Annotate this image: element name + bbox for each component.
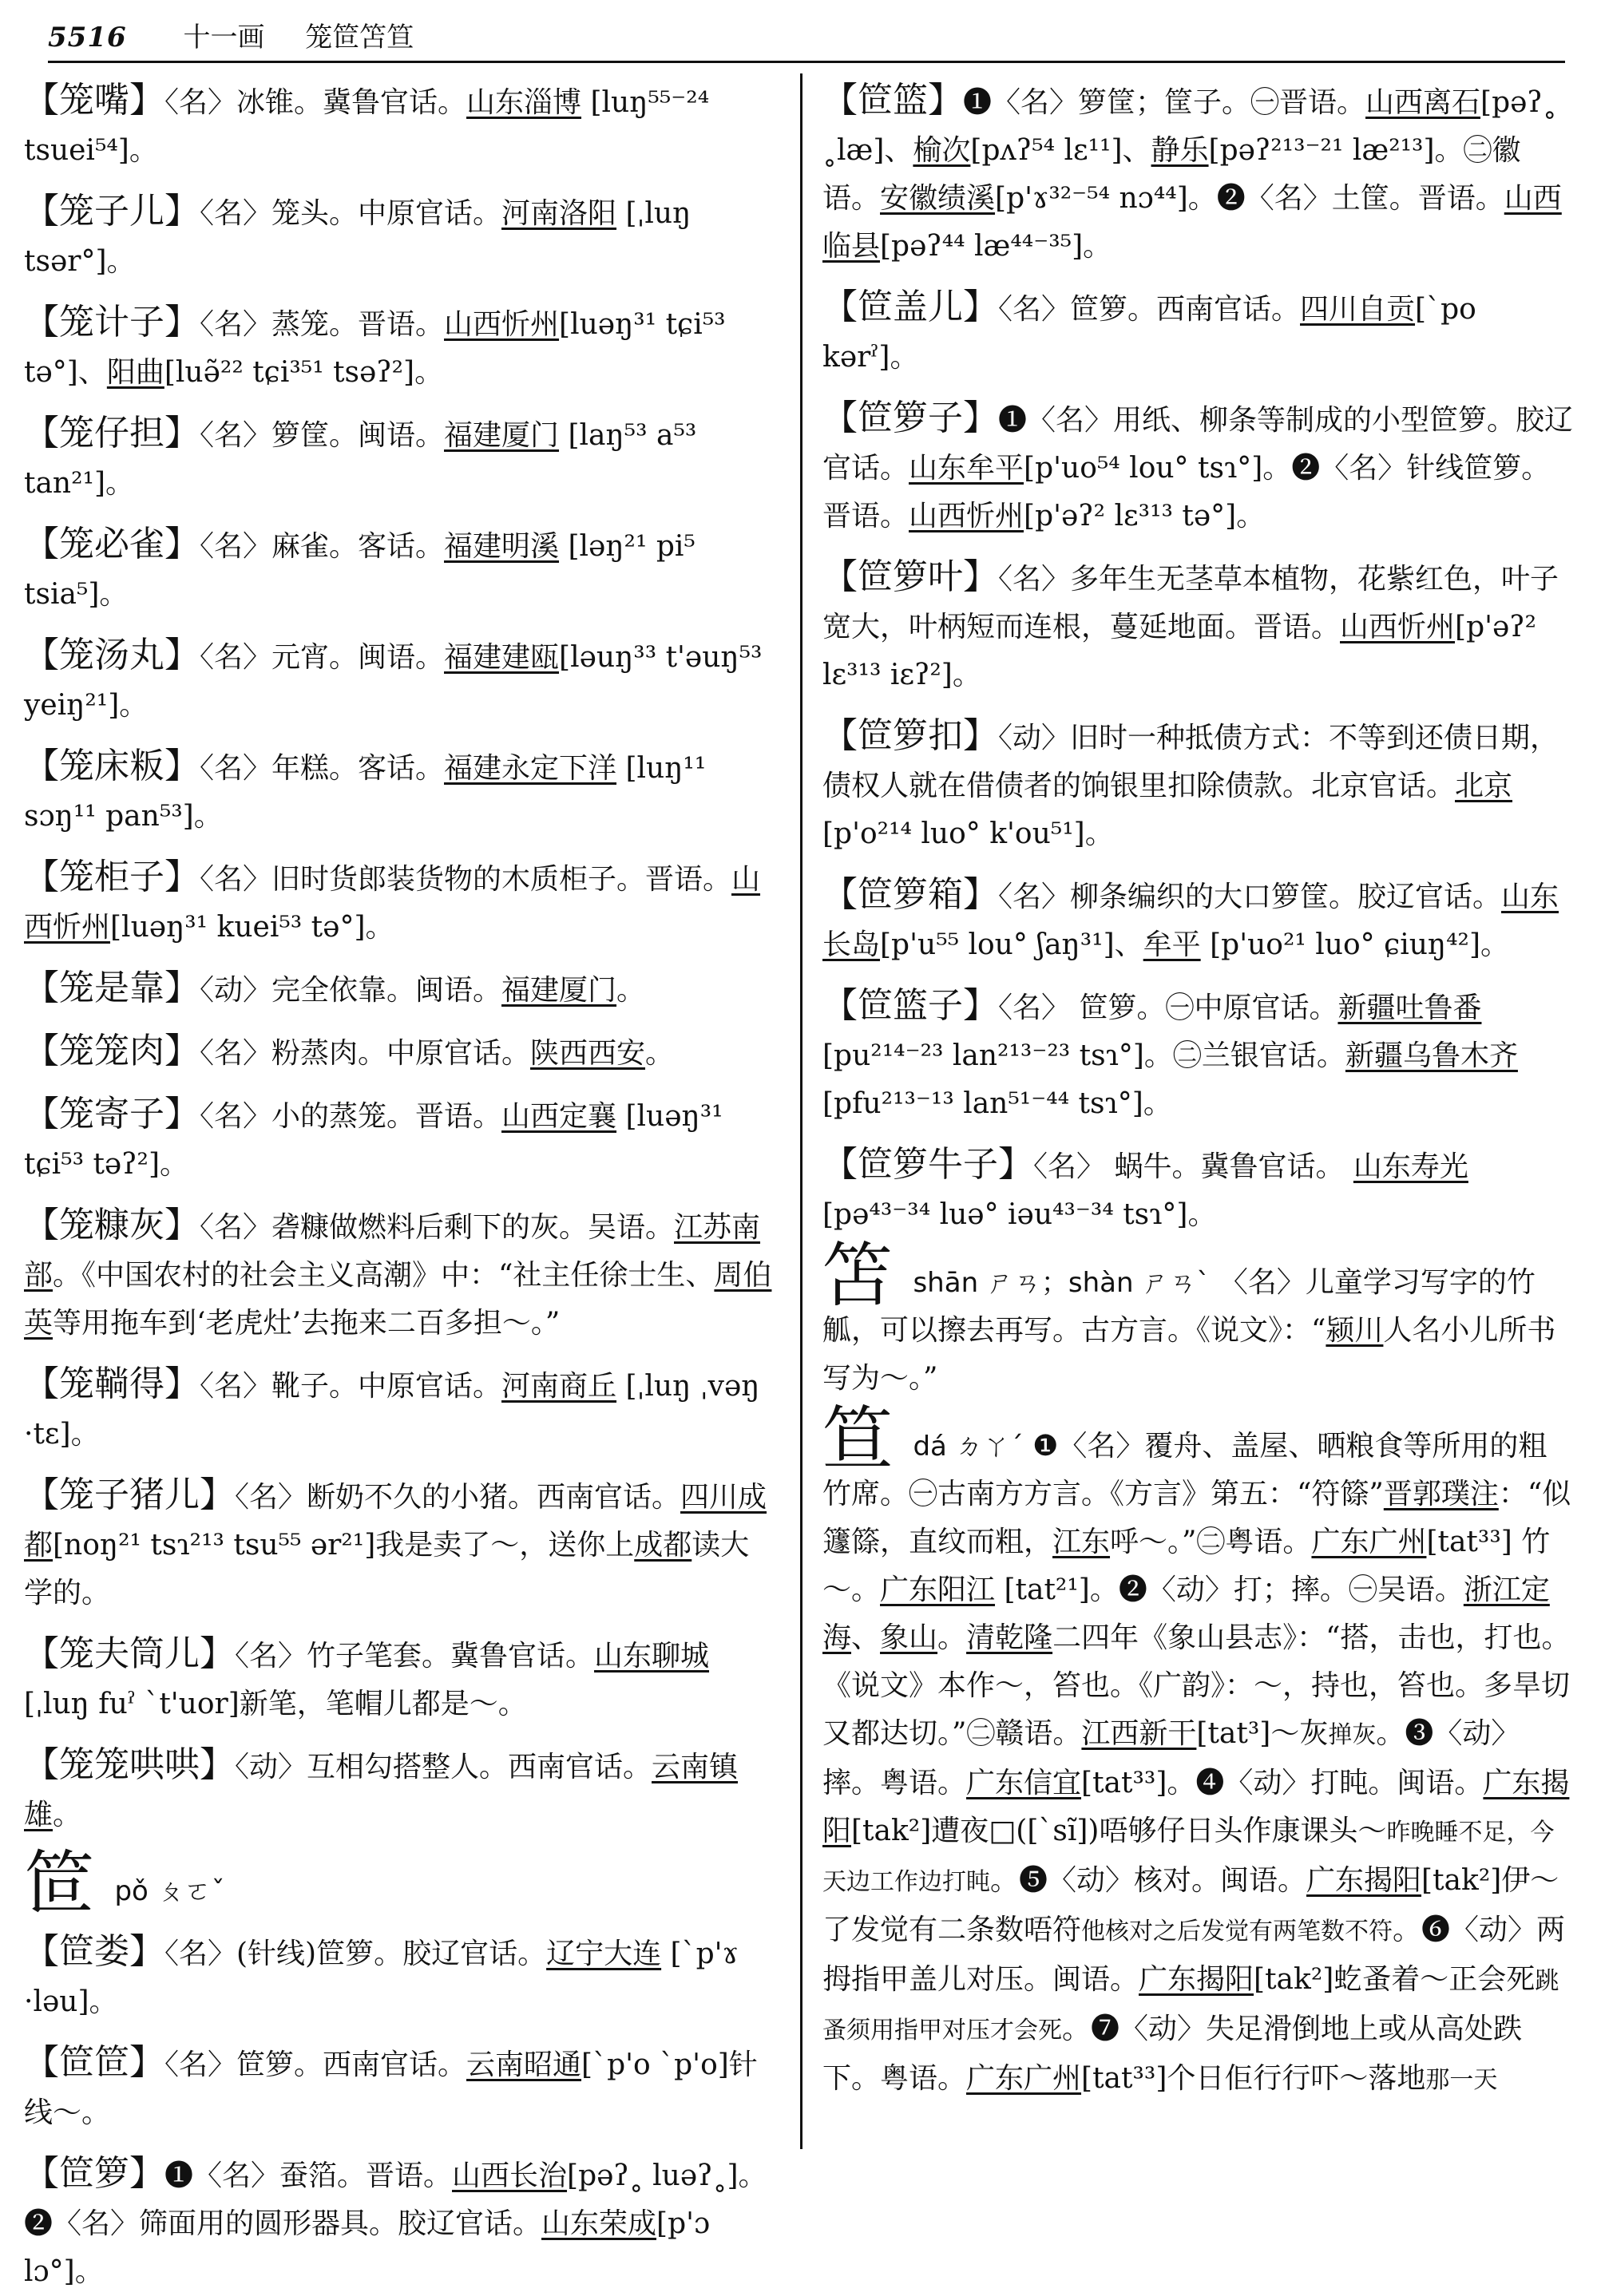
dictionary-entry — [822, 77, 1575, 271]
definition-text: 〈名〉竹子笔套。冀鲁官话。 — [235, 1640, 595, 1673]
definition-text: 人名小儿所书写为～。” — [822, 1314, 1556, 1395]
gloss-note: 掸灰 — [1328, 1721, 1377, 1749]
place-name: 清乾隆 — [966, 1621, 1053, 1654]
entry-headword: 【笸笸】 — [24, 2042, 164, 2083]
dictionary-entry — [24, 853, 775, 952]
head-character-block — [822, 1234, 1575, 1403]
definition-text: ❶〈名〉箩筐；筐子。㊀晋语。 — [963, 86, 1366, 119]
place-name: 福建明溪 — [444, 530, 560, 563]
definition-text: 〈名〉断奶不久的小猪。西南官话。 — [235, 1481, 681, 1514]
dictionary-entry — [822, 712, 1575, 858]
definition-text: ❶〈名〉用纸、柳条等制成的小型笸箩。胶辽官话。 — [822, 404, 1574, 485]
place-name: 山西定襄 — [501, 1100, 617, 1133]
definition-text: [noŋ²¹ tsɿ²¹³ tsu⁵⁵ ər²¹]我是卖了～，送你上 — [53, 1529, 635, 1562]
definition-text: [pəʔ˳ ˳læ]、 — [822, 86, 1557, 167]
definition-text: 〈名〉年糕。客话。 — [200, 752, 445, 785]
place-name: 颍川 — [1326, 1314, 1384, 1347]
definition-text: [pʌʔ⁵⁴ lɛ¹¹]、 — [970, 134, 1151, 167]
definition-text: [luəŋ³¹ tɕi⁵³ tə°]、 — [24, 308, 726, 389]
gloss-note: 那一天 — [1425, 2066, 1498, 2094]
definition-text: [p'əʔ² lɛ³¹³ tə°]。 — [1024, 500, 1266, 532]
definition-text: [pəʔ˳ luəʔ˳]。❷〈名〉筛面用的圆形器具。胶辽官话。 — [24, 2159, 767, 2240]
entry-headword: 【笸箩扣】 — [822, 715, 998, 756]
place-name: 云南昭通 — [466, 2049, 582, 2081]
entry-headword: 【笼柜子】 — [24, 857, 200, 897]
definition-text: 〈名〉多年生无茎草本植物，花紫红色，叶子宽大，叶柄短而连根，蔓延地面。晋语。 — [822, 563, 1559, 643]
definition-text: [pfu²¹³⁻¹³ lan⁵¹⁻⁴⁴ tsɿ°]。 — [822, 1087, 1172, 1120]
place-name: 河南洛阳 — [501, 197, 617, 230]
place-name: 山西忻州 — [444, 308, 560, 341]
definition-text: 。❼〈动〉失足滑倒地上或从高处跌下。粤语。 — [822, 2013, 1523, 2095]
definition-text: 〈名〉靴子。中原官话。 — [200, 1370, 502, 1403]
page-header — [48, 14, 1565, 61]
definition-text: 等用拖车到‘老虎灶’去拖来二百多担～。” — [53, 1307, 561, 1340]
place-name: 辽宁大连 — [546, 1938, 662, 1970]
place-name: 阳曲 — [106, 356, 164, 389]
definition-text: 〈名〉麻雀。客话。 — [200, 530, 445, 563]
place-name: 广东揭阳 — [822, 1767, 1570, 1847]
place-name: 安徽绩溪 — [880, 182, 996, 215]
header-characters: 笼笸笘笪 — [305, 22, 414, 53]
dictionary-entry — [24, 1928, 775, 2026]
definition-text: [ləŋ²¹ pi⁵ tsia⁵]。 — [24, 530, 695, 611]
definition-text: 。 — [616, 974, 646, 1007]
dictionary-entry — [24, 1360, 775, 1459]
entry-headword: 【笸箩牛子】 — [822, 1144, 1033, 1185]
place-name: 山东牟平 — [909, 452, 1024, 485]
definition-text: 〈名〉小的蒸笼。晋语。 — [200, 1100, 502, 1133]
definition-text: [ləuŋ³³ t'əuŋ⁵³ yeiŋ²¹]。 — [24, 641, 763, 722]
entry-headword: 【笸箩】 — [24, 2153, 164, 2194]
definition-text: [luə̃²² tɕi³⁵¹ tsəʔ²]。 — [164, 356, 444, 389]
definition-text: [p'ɔ lɔ°]。 — [24, 2207, 711, 2288]
dictionary-entry — [822, 394, 1575, 540]
definition-text: [pu²¹⁴⁻²³ lan²¹³⁻²³ tsɿ°]。㊁兰银官话。 — [822, 1039, 1345, 1072]
definition-text: ❶〈名〉覆舟、盖屋、晒粮食等所用的粗竹席。㊀古南方方言。《方言》第五：“符篨” — [822, 1430, 1547, 1510]
place-name: 浙江定海 — [822, 1574, 1550, 1654]
place-name: 四川自贡 — [1300, 293, 1416, 326]
place-name: 山东淄博 — [466, 86, 582, 119]
place-name: 江苏南部 — [24, 1211, 761, 1292]
place-name: 成都 — [634, 1529, 692, 1562]
definition-text: 。《中国农村的社会主义高潮》中：“社主任徐士生、 — [53, 1259, 715, 1292]
dictionary-entry — [24, 742, 775, 841]
definition-text: [p'u⁵⁵ lou° ʃaŋ³¹]、 — [880, 928, 1143, 961]
definition-text: [ˌluŋ ˌvəŋ ·tɛ]。 — [24, 1370, 760, 1451]
entry-headword: 【笼必雀】 — [24, 524, 200, 564]
definition-text: [tak²]伊～了发觉有二条数唔符 — [822, 1864, 1559, 1946]
place-name: 山西忻州 — [909, 500, 1024, 532]
dictionary-entry — [24, 1027, 775, 1078]
definition-text: 〈名〉柳条编织的大口箩筐。胶辽官话。 — [998, 881, 1502, 913]
place-name: 广东信宜 — [966, 1767, 1082, 1799]
place-name: 新疆乌鲁木齐 — [1345, 1039, 1518, 1072]
definition-text: 二四年《象山县志》：“搭，击也，打也。《说文》本作～，笞也。《广韵》：～，持也，笞也。多旱切又都达切。”㊁赣语。 — [822, 1621, 1571, 1750]
dictionary-entry — [24, 631, 775, 730]
place-name: 山东聊城 — [594, 1640, 710, 1673]
definition-text: 〈名〉蒸笼。晋语。 — [200, 308, 445, 341]
place-name: 江西新干 — [1081, 1717, 1197, 1750]
entry-headword: 【笼仔担】 — [24, 413, 200, 453]
gloss-note: 昨晚睡不足，今天边工作边打盹 — [822, 1819, 1555, 1896]
definition-text: [luəŋ³¹ tɕi⁵³ təʔ²]。 — [24, 1100, 723, 1181]
head-character: 笸 — [24, 1843, 95, 1925]
place-name: 山西长治 — [452, 2159, 568, 2192]
definition-text: 〈名〉粉蒸肉。中原官话。 — [200, 1037, 531, 1070]
head-character-block — [822, 1398, 1575, 2104]
entry-headword: 【笼糠灰】 — [24, 1205, 200, 1245]
place-name: 山东寿光 — [1353, 1150, 1468, 1183]
definition-text: [laŋ⁵³ a⁵³ tan²¹]。 — [24, 419, 697, 500]
definition-text: [luŋ¹¹ sɔŋ¹¹ pan⁵³]。 — [24, 752, 707, 833]
definition-text: [ˋp'ɤ ·ləu]。 — [24, 1938, 739, 2018]
place-name: 江东 — [1052, 1526, 1111, 1558]
definition-text: 〈名〉笸箩。西南官话。 — [164, 2049, 467, 2081]
left-column — [24, 77, 775, 2288]
place-name: 云南镇雄 — [24, 1751, 739, 1831]
definition-text: 〈名〉砻糠做燃料后剩下的灰。吴语。 — [200, 1211, 675, 1244]
place-name: 四川成都 — [24, 1481, 767, 1562]
head-character: 笪 — [822, 1398, 894, 1480]
dictionary-entry — [24, 2150, 775, 2296]
definition-text: 。 — [53, 1799, 82, 1831]
entry-headword: 【笼鞝得】 — [24, 1364, 200, 1404]
definition-text: 〈名〉笸箩。西南官话。 — [998, 293, 1301, 326]
dictionary-entry — [24, 77, 775, 175]
entry-headword: 【笸盖儿】 — [822, 287, 998, 327]
dictionary-entry — [822, 1141, 1575, 1239]
place-name: 山西临县 — [822, 182, 1562, 263]
place-name: 福建永定下洋 — [444, 752, 617, 785]
entry-headword: 【笸箩叶】 — [822, 556, 998, 597]
entry-headword: 【笸箩箱】 — [822, 874, 998, 915]
definition-text: [p'o²¹⁴ luo° k'ou⁵¹]。 — [822, 817, 1114, 850]
place-name: 山西离石 — [1365, 86, 1481, 119]
definition-text: 〈名〉儿童学习写字的竹觚，可以擦去再写。古方言。《说文》：“ — [822, 1266, 1536, 1347]
definition-text: [p'uo²¹ luo° ɕiuŋ⁴²]。 — [1200, 928, 1510, 961]
definition-text: 〈名〉 笸箩。㊀中原官话。 — [998, 992, 1338, 1024]
definition-text: 〈名〉元宵。闽语。 — [200, 641, 445, 674]
definition-text: [tat³³]。❹〈动〉打盹。闽语。 — [1081, 1767, 1484, 1799]
definition-text: [tat²¹]。❷〈动〉打；摔。㊀吴语。 — [995, 1574, 1464, 1606]
definition-text: 读大学的。 — [24, 1529, 750, 1609]
place-name: 牟平 — [1143, 928, 1201, 961]
definition-text: [ˋpo kərˀ]。 — [822, 293, 1476, 374]
dictionary-entry — [24, 1201, 775, 1348]
dictionary-entry — [24, 410, 775, 508]
head-pinyin: dá ㄉㄚˊ — [913, 1431, 1024, 1463]
place-name: 陕西西安 — [530, 1037, 646, 1070]
definition-text: [pə⁴³⁻³⁴ luə° iəu⁴³⁻³⁴ tsɿ°]。 — [822, 1198, 1217, 1231]
dictionary-entry — [822, 982, 1575, 1128]
head-definition — [822, 1430, 1571, 2095]
head-character: 笘 — [822, 1234, 894, 1316]
place-name: 福建建瓯 — [444, 641, 560, 674]
definition-text: 。 — [937, 1621, 967, 1654]
place-name: 静乐 — [1151, 134, 1209, 167]
place-name: 山东荣成 — [541, 2207, 657, 2240]
dictionary-entry — [24, 188, 775, 286]
definition-text: ：“似籧篨，直纹而粗， — [822, 1478, 1571, 1558]
column-divider — [800, 73, 802, 2149]
dictionary-entry — [822, 283, 1575, 382]
definition-text: 〈名〉笼头。中原官话。 — [200, 197, 502, 230]
page-number: 5516 — [48, 22, 127, 53]
entry-headword: 【笸娄】 — [24, 1931, 164, 1972]
definition-text: [p'uo⁵⁴ lou° tsɿ°]。❷〈名〉针线笸箩。晋语。 — [822, 452, 1551, 532]
definition-text: [pəʔ⁴⁴ læ⁴⁴⁻³⁵]。 — [880, 230, 1112, 263]
gloss-note: 他核对之后发觉有两笔数不符 — [1081, 1918, 1393, 1946]
place-name: 北京 — [1455, 770, 1513, 802]
definition-text: [luŋ⁵⁵⁻²⁴ tsuei⁵⁴]。 — [24, 86, 710, 167]
entry-headword: 【笼床粄】 — [24, 746, 200, 786]
place-name: 福建厦门 — [444, 419, 560, 452]
entry-headword: 【笼笼哄哄】 — [24, 1744, 235, 1785]
definition-text: 。❸〈动〉摔。粤语。 — [822, 1717, 1520, 1799]
definition-text: [tat³³]个日佢行行吓～落地 — [1081, 2062, 1426, 2095]
dictionary-entry — [24, 521, 775, 619]
definition-text: 〈名〉冰锥。冀鲁官话。 — [164, 86, 467, 119]
definition-text: [p'əʔ² lɛ³¹³ iɛʔ²]。 — [822, 611, 1537, 691]
definition-text: 。❺〈动〉核对。闽语。 — [990, 1864, 1307, 1897]
place-name: 晋郭璞注 — [1383, 1478, 1499, 1510]
definition-text: 呼～。”㊁粤语。 — [1110, 1526, 1312, 1558]
entry-headword: 【笸篮子】 — [822, 985, 998, 1026]
definition-text: [luəŋ³¹ kuei⁵³ tə°]。 — [110, 911, 394, 944]
definition-text: 。❻〈动〉两拇指甲盖儿对压。闽语。 — [822, 1914, 1566, 1996]
dictionary-entry — [24, 1471, 775, 1617]
head-pinyin: pǒ ㄆㄛˇ — [114, 1875, 225, 1907]
entry-headword: 【笸箩子】 — [822, 398, 998, 438]
definition-text: [tat³³] 竹～。 — [822, 1526, 1551, 1606]
definition-text: 〈动〉旧时一种抵债方式：不等到还债日期，债权人就在借债者的饷银里扣除债款。北京官话。 — [822, 722, 1559, 802]
entry-headword: 【笸篮】 — [822, 80, 963, 121]
entry-headword: 【笼夫筒儿】 — [24, 1633, 235, 1674]
definition-text: [ˌluŋ tsər°]。 — [24, 197, 692, 278]
entry-headword: 【笼笼肉】 — [24, 1031, 200, 1071]
gloss-note: 跳蚤须用指甲对压才会死 — [822, 1967, 1559, 2045]
entry-headword: 【笼子儿】 — [24, 191, 200, 232]
right-column — [822, 77, 1575, 2152]
header-rule — [48, 61, 1565, 63]
dictionary-entry — [24, 1630, 775, 1728]
definition-text: [ˋp'o ˋp'o]针线～。 — [24, 2049, 758, 2129]
definition-text: [pəʔ²¹³⁻²¹ læ²¹³]。㊁徽语。 — [822, 134, 1521, 215]
definition-text: ❶〈名〉蚕箔。晋语。 — [164, 2159, 453, 2192]
dictionary-entry — [24, 964, 775, 1015]
place-name: 榆次 — [913, 134, 971, 167]
place-name: 广东广州 — [1311, 1526, 1427, 1558]
entry-headword: 【笼嘴】 — [24, 80, 164, 121]
definition-text: 〈动〉互相勾搭整人。西南官话。 — [235, 1751, 652, 1783]
place-name: 象山 — [880, 1621, 938, 1654]
place-name: 山西忻州 — [1340, 611, 1456, 643]
dictionary-entry — [24, 299, 775, 397]
definition-text: 〈名〉 蜗牛。冀鲁官话。 — [1033, 1150, 1353, 1183]
dictionary-entry — [24, 1741, 775, 1839]
dictionary-entry — [24, 1091, 775, 1189]
entry-headword: 【笼计子】 — [24, 302, 200, 342]
dictionary-entry — [822, 871, 1575, 969]
place-name: 周伯英 — [24, 1259, 772, 1340]
place-name: 新疆吐鲁番 — [1337, 992, 1482, 1024]
place-name: 广东广州 — [966, 2062, 1082, 2095]
definition-text: [tat³]～灰 — [1196, 1717, 1329, 1750]
place-name: 广东揭阳 — [1139, 1963, 1254, 1996]
definition-text: 、 — [851, 1621, 881, 1654]
definition-text: 〈动〉完全依靠。闽语。 — [200, 974, 502, 1007]
entry-headword: 【笼汤丸】 — [24, 635, 200, 675]
definition-text: 。 — [645, 1037, 675, 1070]
place-name: 河南商丘 — [501, 1370, 617, 1403]
definition-text: 〈名〉(针线)笸箩。胶辽官话。 — [164, 1938, 547, 1970]
entry-headword: 【笼子猪儿】 — [24, 1475, 235, 1515]
place-name: 福建厦门 — [501, 974, 617, 1007]
head-character-block — [24, 1843, 775, 1925]
place-name: 广东揭阳 — [1306, 1864, 1422, 1897]
section-label: 十一画 — [183, 22, 265, 53]
place-name: 山西忻州 — [24, 863, 761, 944]
definition-text: [tak²]遭夜□([ˋsĩ])唔够仔日头作康课头～ — [851, 1815, 1387, 1847]
definition-text: 〈名〉旧时货郎装货物的木质柜子。晋语。 — [200, 863, 732, 896]
entry-headword: 【笼寄子】 — [24, 1094, 200, 1134]
definition-text: [p'ɤ³²⁻⁵⁴ nɔ⁴⁴]。❷〈名〉土筐。晋语。 — [995, 182, 1504, 215]
definition-text: [ˌluŋ fuˀ ˋt'uor]新笔，笔帽儿都是～。 — [24, 1688, 527, 1720]
definition-text: 〈名〉箩筐。闽语。 — [200, 419, 445, 452]
head-pinyin: shān ㄕㄢ；shàn ㄕㄢˋ — [913, 1267, 1211, 1299]
definition-text: [tak²]虼蚤着～正会死 — [1254, 1963, 1536, 1996]
place-name: 广东阳江 — [880, 1574, 996, 1606]
dictionary-entry — [822, 553, 1575, 699]
place-name: 山东长岛 — [822, 881, 1559, 961]
dictionary-entry — [24, 2039, 775, 2137]
entry-headword: 【笼是靠】 — [24, 968, 200, 1008]
